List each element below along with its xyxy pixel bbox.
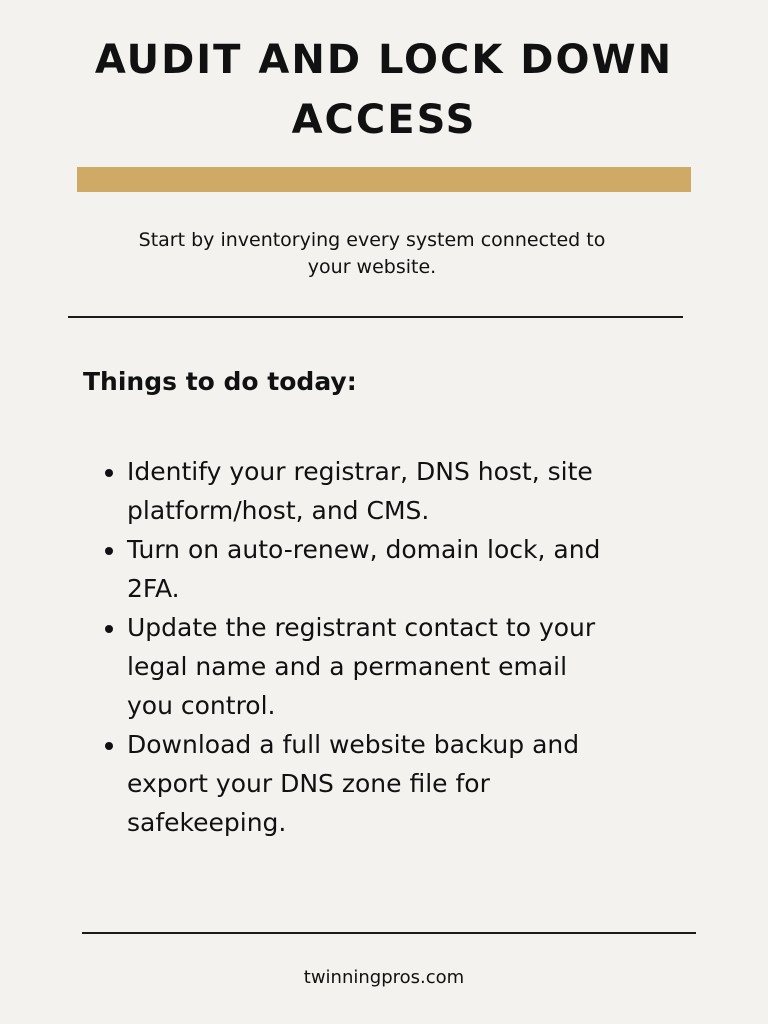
task-list	[102, 452, 702, 842]
task-item-registrar	[102, 452, 702, 530]
intro-text	[80, 227, 664, 281]
footer-site-link[interactable]: twinningpros.com	[303, 967, 465, 988]
accent-bar	[77, 167, 691, 192]
task-item-line: export your DNS zone file for	[127, 769, 490, 798]
task-item-line: Download a full website backup and	[127, 730, 580, 759]
task-item-line: Update the registrant contact to your	[127, 613, 596, 642]
bullet-icon	[105, 625, 113, 633]
bullet-icon	[105, 547, 113, 555]
task-item-registrant-contact	[102, 608, 702, 725]
section-heading: Things to do today:	[83, 367, 357, 396]
page-title	[60, 30, 708, 150]
bottom-divider	[82, 932, 696, 934]
task-item-auto-renew	[102, 530, 702, 608]
task-item-line: you control.	[127, 691, 276, 720]
page-title-line-1: AUDIT AND LOCK DOWN	[94, 37, 674, 83]
task-item-line: legal name and a permanent email	[127, 652, 568, 681]
task-item-line: safekeeping.	[127, 808, 287, 837]
task-item-line: 2FA.	[127, 574, 180, 603]
page-title-line-2: ACCESS	[291, 97, 477, 143]
task-item-line: Turn on auto-renew, domain lock, and	[127, 535, 601, 564]
top-divider	[68, 316, 683, 318]
intro-text-line-1: Start by inventorying every system connected to	[138, 229, 606, 251]
task-item-line: platform/host, and CMS.	[127, 496, 430, 525]
task-item-backup	[102, 725, 702, 842]
task-item-line: Identify your registrar, DNS host, site	[127, 457, 593, 486]
bullet-icon	[105, 469, 113, 477]
intro-text-line-2: your website.	[307, 256, 437, 278]
bullet-icon	[105, 742, 113, 750]
